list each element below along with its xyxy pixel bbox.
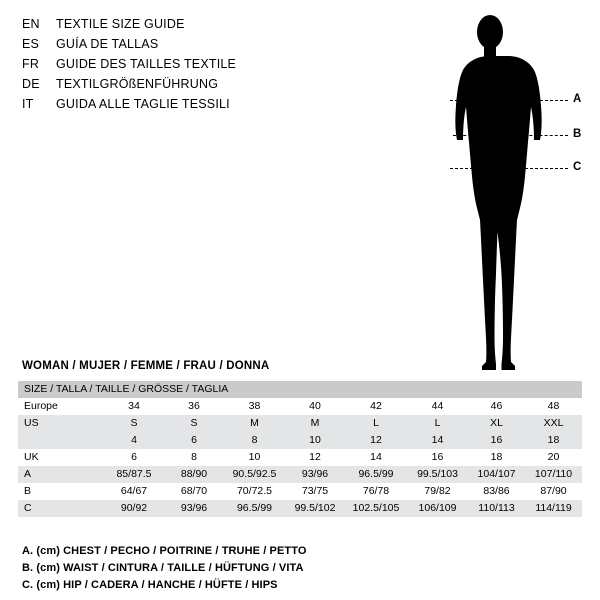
cell: 40: [285, 398, 345, 415]
cell: 4: [104, 432, 164, 449]
cell: 8: [164, 449, 224, 466]
cell: 106/109: [407, 500, 468, 517]
cell: 87/90: [525, 483, 582, 500]
cell: 107/110: [525, 466, 582, 483]
cell: 93/96: [285, 466, 345, 483]
cell: 73/75: [285, 483, 345, 500]
cell: 42: [345, 398, 407, 415]
row-label: C: [18, 500, 104, 517]
cell: 46: [468, 398, 525, 415]
table-row: [18, 415, 582, 432]
cell: 6: [104, 449, 164, 466]
cell: 70/72.5: [224, 483, 285, 500]
cell: M: [285, 415, 345, 432]
legend-line-a: A. (cm) CHEST / PECHO / POITRINE / TRUHE / PETTO: [22, 545, 307, 557]
table-row: [18, 432, 582, 449]
language-title: TEXTILGRÖßENFÜHRUNG: [56, 77, 219, 91]
cell: 16: [468, 432, 525, 449]
cell: 44: [407, 398, 468, 415]
cell: 10: [285, 432, 345, 449]
cell: 48: [525, 398, 582, 415]
cell: 76/78: [345, 483, 407, 500]
language-title: GUIDA ALLE TAGLIE TESSILI: [56, 97, 230, 111]
table-header-label: SIZE / TALLA / TAILLE / GRÖSSE / TAGLIA: [18, 381, 582, 398]
cell: 90.5/92.5: [224, 466, 285, 483]
language-code: FR: [22, 57, 40, 71]
measurement-legend: [22, 543, 582, 594]
cell: 6: [164, 432, 224, 449]
language-row: [22, 54, 402, 74]
size-table-container: [18, 381, 582, 517]
row-label: B: [18, 483, 104, 500]
language-title: TEXTILE SIZE GUIDE: [56, 17, 185, 31]
cell: L: [407, 415, 468, 432]
cell: S: [104, 415, 164, 432]
cell: 14: [407, 432, 468, 449]
cell: 93/96: [164, 500, 224, 517]
cell: L: [345, 415, 407, 432]
table-row: [18, 483, 582, 500]
row-label: A: [18, 466, 104, 483]
cell: 18: [468, 449, 525, 466]
cell: 104/107: [468, 466, 525, 483]
measure-label-a: A: [573, 93, 582, 105]
measure-label-c: C: [573, 161, 582, 173]
section-heading: WOMAN / MUJER / FEMME / FRAU / DONNA: [22, 360, 270, 372]
cell: 10: [224, 449, 285, 466]
cell: 18: [525, 432, 582, 449]
measure-line-c: [450, 168, 568, 169]
cell: 36: [164, 398, 224, 415]
cell: 68/70: [164, 483, 224, 500]
cell: 96.5/99: [224, 500, 285, 517]
cell: S: [164, 415, 224, 432]
language-code: ES: [22, 37, 40, 51]
table-row: [18, 449, 582, 466]
cell: 20: [525, 449, 582, 466]
cell: 79/82: [407, 483, 468, 500]
cell: 99.5/103: [407, 466, 468, 483]
size-table: [18, 381, 582, 517]
table-row: [18, 500, 582, 517]
row-label: US: [18, 415, 104, 432]
cell: 12: [285, 449, 345, 466]
measurement-figure: [410, 8, 590, 378]
measure-line-b: [453, 135, 568, 136]
cell: 88/90: [164, 466, 224, 483]
cell: 12: [345, 432, 407, 449]
measure-label-b: B: [573, 128, 582, 140]
language-row: [22, 14, 402, 34]
table-header-row: [18, 381, 582, 398]
legend-line-c: C. (cm) HIP / CADERA / HANCHE / HÜFTE / HIPS: [22, 579, 278, 591]
cell: 83/86: [468, 483, 525, 500]
language-row: [22, 34, 402, 54]
cell: 38: [224, 398, 285, 415]
cell: 99.5/102: [285, 500, 345, 517]
cell: XL: [468, 415, 525, 432]
cell: 64/67: [104, 483, 164, 500]
cell: 85/87.5: [104, 466, 164, 483]
legend-line-b: B. (cm) WAIST / CINTURA / TAILLE / HÜFTUNG / VITA: [22, 562, 304, 574]
female-silhouette-icon: [430, 8, 550, 378]
language-title: GUÍA DE TALLAS: [56, 37, 159, 51]
cell: XXL: [525, 415, 582, 432]
row-label: Europe: [18, 398, 104, 415]
cell: M: [224, 415, 285, 432]
cell: 110/113: [468, 500, 525, 517]
row-label: UK: [18, 449, 104, 466]
cell: 16: [407, 449, 468, 466]
cell: 102.5/105: [345, 500, 407, 517]
language-code: EN: [22, 17, 40, 31]
language-title-list: [22, 14, 402, 114]
cell: 14: [345, 449, 407, 466]
table-row: [18, 466, 582, 483]
table-row: [18, 398, 582, 415]
cell: 90/92: [104, 500, 164, 517]
measure-line-a: [450, 100, 568, 101]
language-row: [22, 74, 402, 94]
language-title: GUIDE DES TAILLES TEXTILE: [56, 57, 237, 71]
language-code: DE: [22, 77, 40, 91]
cell: 96.5/99: [345, 466, 407, 483]
row-label: [18, 432, 104, 449]
cell: 34: [104, 398, 164, 415]
cell: 114/119: [525, 500, 582, 517]
cell: 8: [224, 432, 285, 449]
language-code: IT: [22, 97, 34, 111]
language-row: [22, 94, 402, 114]
